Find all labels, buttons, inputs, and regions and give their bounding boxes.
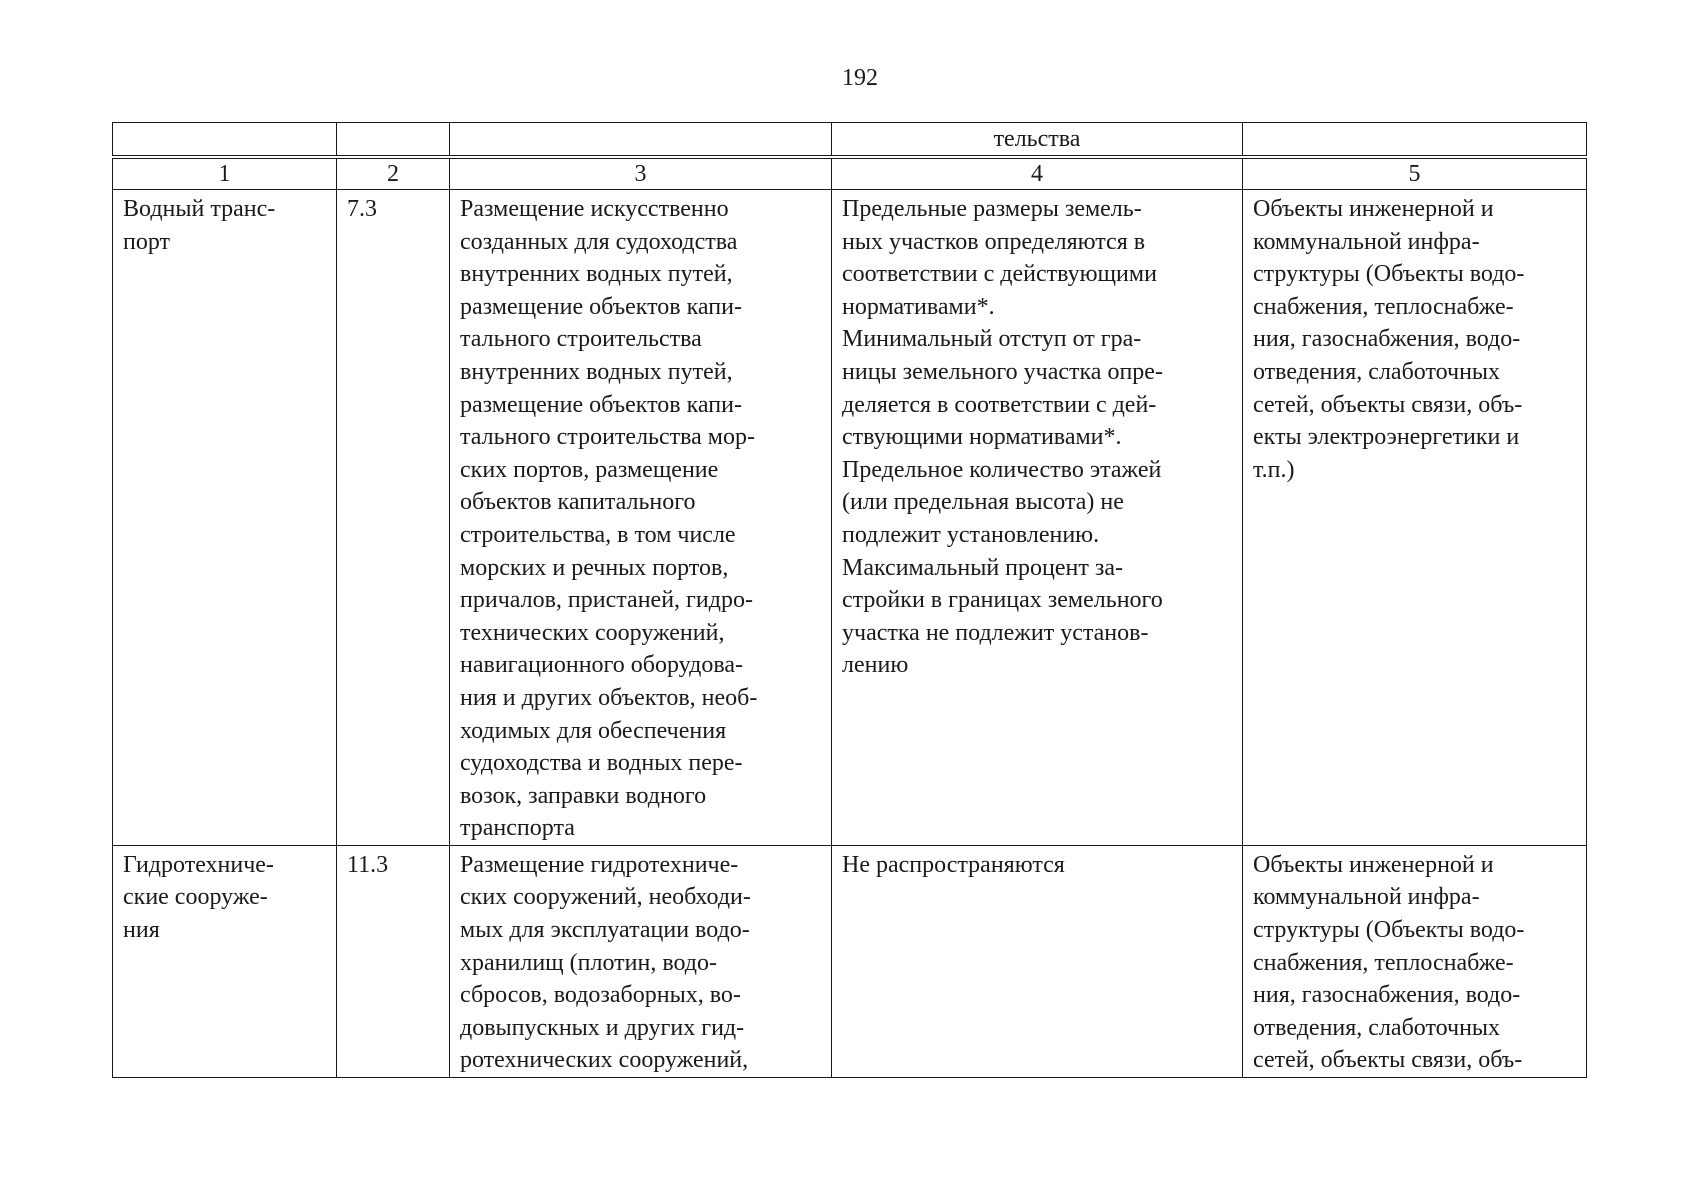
column-number: 2 — [337, 157, 450, 190]
text-line: размещение объектов капи- — [460, 293, 742, 320]
text-line: Размещение гидротехниче- — [460, 851, 739, 878]
text-line: отведения, слаботочных — [1253, 1014, 1501, 1041]
continuation-cell-5 — [1243, 123, 1587, 158]
text-line: созданных для судоходства — [460, 228, 738, 255]
text-line: объектов капитального — [460, 489, 696, 516]
continuation-cell-1 — [113, 123, 337, 158]
text-line: внутренних водных путей, — [460, 261, 733, 288]
text-line: екты электроэнергетики и — [1253, 424, 1520, 451]
column-number: 3 — [450, 157, 832, 190]
text-line: транспорта — [460, 815, 575, 842]
construction-parameters — [832, 845, 1243, 1077]
text-line: Предельные размеры земель- — [842, 196, 1142, 222]
text-line: морских и речных портов, — [460, 554, 729, 581]
text-line: Предельное количество этажей — [842, 456, 1162, 483]
text-line: судоходства и водных пере- — [460, 750, 743, 777]
text-line: Максимальный процент за- — [842, 554, 1123, 581]
column-number: 4 — [832, 157, 1243, 190]
text-line: стройки в границах земельного — [842, 587, 1163, 614]
text-line: ния и других объектов, необ- — [460, 684, 758, 711]
table-row — [113, 190, 1587, 846]
text-line: соответствии с действующими — [842, 261, 1157, 288]
text-line: ствующими нормативами*. — [842, 424, 1122, 451]
text-line: Водный транс- — [123, 196, 276, 222]
use-type-name — [113, 190, 337, 846]
text-line: строительства, в том числе — [460, 521, 736, 548]
text-line: структуры (Объекты водо- — [1253, 261, 1525, 288]
continuation-cell-3 — [450, 123, 832, 158]
text-line: участка не подлежит установ- — [842, 619, 1149, 646]
text-line: сетей, объекты связи, объ- — [1253, 1047, 1523, 1074]
column-number: 1 — [113, 157, 337, 190]
text-line: (или предельная высота) не — [842, 489, 1124, 516]
text-line: тального строительства мор- — [460, 424, 755, 451]
use-type-description — [450, 190, 832, 846]
use-type-name — [113, 845, 337, 1077]
text-line: мых для эксплуатации водо- — [460, 917, 750, 944]
auxiliary-uses — [1243, 845, 1587, 1077]
text-line: Размещение искусственно — [460, 196, 729, 222]
text-line: отведения, слаботочных — [1253, 358, 1501, 385]
text-line: навигационного оборудова- — [460, 652, 744, 679]
text-line: ных участков определяются в — [842, 228, 1146, 255]
text-line: хранилищ (плотин, водо- — [460, 949, 717, 976]
text-line: деляется в соответствии с дей- — [842, 391, 1157, 418]
text-line: сетей, объекты связи, объ- — [1253, 391, 1523, 418]
text-line: т.п.) — [1253, 456, 1295, 483]
text-line: ния, газоснабжения, водо- — [1253, 326, 1521, 353]
text-line: ния, газоснабжения, водо- — [1253, 982, 1521, 1009]
text-line: Не распространяются — [842, 851, 1065, 878]
text-line: ротехнических сооружений, — [460, 1047, 749, 1074]
land-use-table — [112, 122, 1587, 1078]
text-line: ния — [123, 917, 160, 944]
page-number: 192 — [842, 65, 878, 91]
use-type-description — [450, 845, 832, 1077]
column-number: 5 — [1243, 157, 1587, 190]
text-line: ницы земельного участка опре- — [842, 358, 1163, 385]
text-line: довыпускных и других гид- — [460, 1014, 745, 1041]
text-line: размещение объектов капи- — [460, 391, 742, 418]
column-number-row — [113, 157, 1587, 190]
text-line: ходимых для обеспечения — [460, 717, 727, 744]
text-line: внутренних водных путей, — [460, 358, 733, 385]
text-line: снабжения, теплоснабже- — [1253, 949, 1514, 976]
text-line: причалов, пристаней, гидро- — [460, 587, 753, 614]
continuation-cell-4: тельства — [832, 123, 1243, 158]
use-type-code: 11.3 — [337, 845, 450, 1077]
continuation-row — [113, 123, 1587, 158]
use-type-code: 7.3 — [337, 190, 450, 846]
text-line: порт — [123, 228, 171, 255]
text-line: Объекты инженерной и — [1253, 196, 1494, 222]
text-line: ские сооруже- — [123, 884, 268, 911]
text-line: ских портов, размещение — [460, 456, 719, 483]
text-line: Гидротехниче- — [123, 851, 274, 878]
text-line: тального строительства — [460, 326, 702, 353]
text-line: подлежит установлению. — [842, 521, 1100, 548]
text-line: ских сооружений, необходи- — [460, 884, 751, 911]
text-line: технических сооружений, — [460, 619, 725, 646]
text-line: структуры (Объекты водо- — [1253, 917, 1525, 944]
construction-parameters — [832, 190, 1243, 846]
continuation-cell-2 — [337, 123, 450, 158]
text-line: Объекты инженерной и — [1253, 851, 1494, 878]
text-line: лению — [842, 652, 909, 679]
text-line: коммунальной инфра- — [1253, 228, 1480, 255]
text-line: нормативами*. — [842, 293, 995, 320]
table-row — [113, 845, 1587, 1077]
text-line: снабжения, теплоснабже- — [1253, 293, 1514, 320]
text-line: коммунальной инфра- — [1253, 884, 1480, 911]
text-line: сбросов, водозаборных, во- — [460, 982, 741, 1009]
text-line: возок, заправки водного — [460, 782, 707, 809]
text-line: Минимальный отступ от гра- — [842, 326, 1142, 353]
auxiliary-uses — [1243, 190, 1587, 846]
